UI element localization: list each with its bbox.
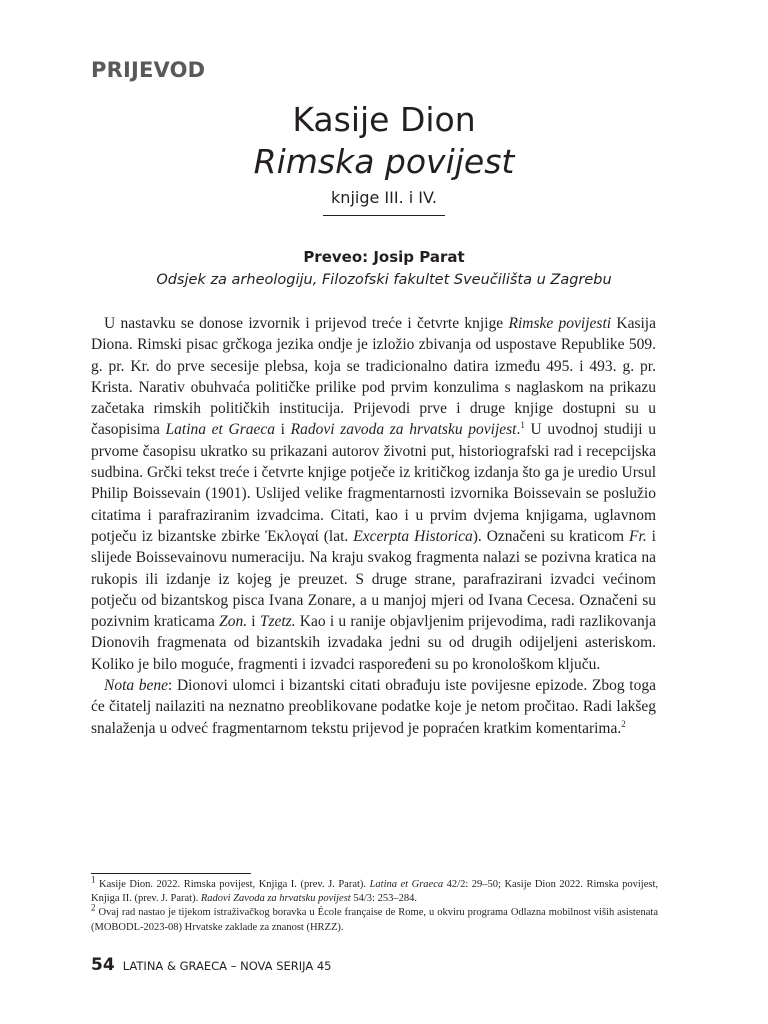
italic-run: Latina et Graeca	[369, 879, 444, 890]
italic-run: Zon.	[219, 613, 248, 631]
text-run: 54/3: 253–284.	[350, 893, 417, 905]
italic-run: Radovi Zavoda za hrvatsku povijest	[200, 893, 351, 905]
note-ref: 2	[621, 718, 626, 729]
text-run: i	[247, 613, 260, 631]
journal-name: LATINA & GRAECA – NOVA SERIJA 45	[122, 959, 332, 973]
text-run: U uvodnoj studiji u prvome časopisu ukratko su prikazani autorov životni put, historiografski rad i recepcijska sudbina. Grčki tekst treće i četvrte knjige potječe iz kritičkog izdanja što ga je uredio Ursul Philip Boissevain (1901). Uslijed velike fragmentarnosti izvornika Boissevain se poslužio citatima i parafraziranim izvadcima. Citati, kao i u prvim dvjema knjigama, uglavnom potječu iz bizantske zbirke Ἐκλογαί (lat.	[91, 421, 656, 545]
italic-run: Excerpta Historica	[353, 527, 473, 545]
text-run: i	[275, 421, 291, 439]
body-paragraph-2	[91, 675, 656, 739]
title-block	[0, 100, 768, 216]
text-run: Kao i u ranije objavljenim prijevodima, radi razlikovanja Dionovih fragmenata od bizantskih izvadaka jedni su od drugih odijeljeni asteriskom. Koliko je bilo moguće, fragmenti i izvadci raspoređeni su po kronološkom ključu.	[91, 613, 656, 673]
text-run: Kasija Diona. Rimski pisac grčkoga jezika ondje je izložio zbivanja od uspostave Republike 509. g. pr. Kr. do prve secesije plebsa, koja se tradicionalno datira između 495. i 493. g. pr. Krista. Narativ obuhvaća političke prilike pod prvim konzulima s naglaskom na prikazu začetaka rimskih političkih institucija. Prijevodi prve i druge knjige dostupni su u časopisima	[91, 315, 656, 439]
italic-run: Fr.	[629, 527, 647, 545]
italic-run: Rimske povijesti	[508, 315, 612, 332]
text-run: i slijede Boissevainovu numeraciju. Na kraju svakog fragmenta nalazi se pozivna kratica na rukopis ili izdanje iz kojeg je preuzet. S druge strane, parafrazirani izvadci većinom potječu od bizantskog pisca Ivana Zonare, a u manjoj mjeri od Ivana Cecesa. Označeni su pozivnim kraticama	[91, 527, 656, 631]
footnotes	[91, 874, 658, 935]
text-run: ). Označeni su kraticom	[472, 527, 630, 545]
affiliation: Odsjek za arheologiju, Filozofski fakultet Sveučilišta u Zagrebu	[156, 272, 612, 288]
italic-run: Tzetz.	[259, 613, 296, 631]
italic-run: Radovi zavoda za hrvatsku povijest	[290, 421, 517, 439]
text-run: Ovaj rad nastao je tijekom istraživačkog boravka u École française de Rome, u okviru programa Odlazna mobilnost viših asistenata (MOBODL-2023-08) Hrvatske zaklade za znanost (HRZZ).	[91, 907, 658, 933]
note-ref: 1	[520, 420, 525, 431]
text-run: 42/2: 29–50; Kasije Dion 2022. Rimska povijest, Knjiga II. (prev. J. Parat).	[91, 879, 658, 905]
title-work: Rimska povijest	[253, 142, 515, 181]
title-author: Kasije Dion	[292, 100, 476, 139]
body-paragraph-1	[91, 313, 656, 675]
text-run: U nastavku se donose izvornik i prijevod treće i četvrte knjige	[104, 315, 509, 332]
page-number: 54	[91, 955, 115, 975]
title-books: knjige III. i IV.	[331, 188, 437, 207]
translator: Preveo: Josip Parat	[303, 248, 465, 266]
note-ref: 1	[91, 874, 96, 885]
note-ref: 2	[91, 902, 96, 913]
title-rule	[323, 215, 445, 216]
text-run: : Dionovi ulomci i bizantski citati obrađuju iste povijesne epizode. Zbog toga će čitatelj nailaziti na neznatno preoblikovane podatke koje je netom pročitao. Radi lakšeg snalaženja u odveć fragmentarnom tekstu prijevod je popraćen kratkim komentarima.	[91, 677, 656, 737]
footnote-2	[91, 902, 658, 934]
footnote-rule	[91, 873, 251, 874]
section-label: PRIJEVOD	[91, 58, 206, 82]
text-run: .	[516, 421, 521, 439]
italic-run: Latina et Graeca	[165, 421, 276, 439]
body-text	[91, 313, 656, 739]
text-run: Kasije Dion. 2022. Rimska povijest, Knjiga I. (prev. J. Parat).	[95, 879, 370, 890]
footnote-1	[91, 874, 658, 906]
italic-run: Nota bene	[104, 677, 169, 695]
page-footer	[91, 955, 332, 975]
